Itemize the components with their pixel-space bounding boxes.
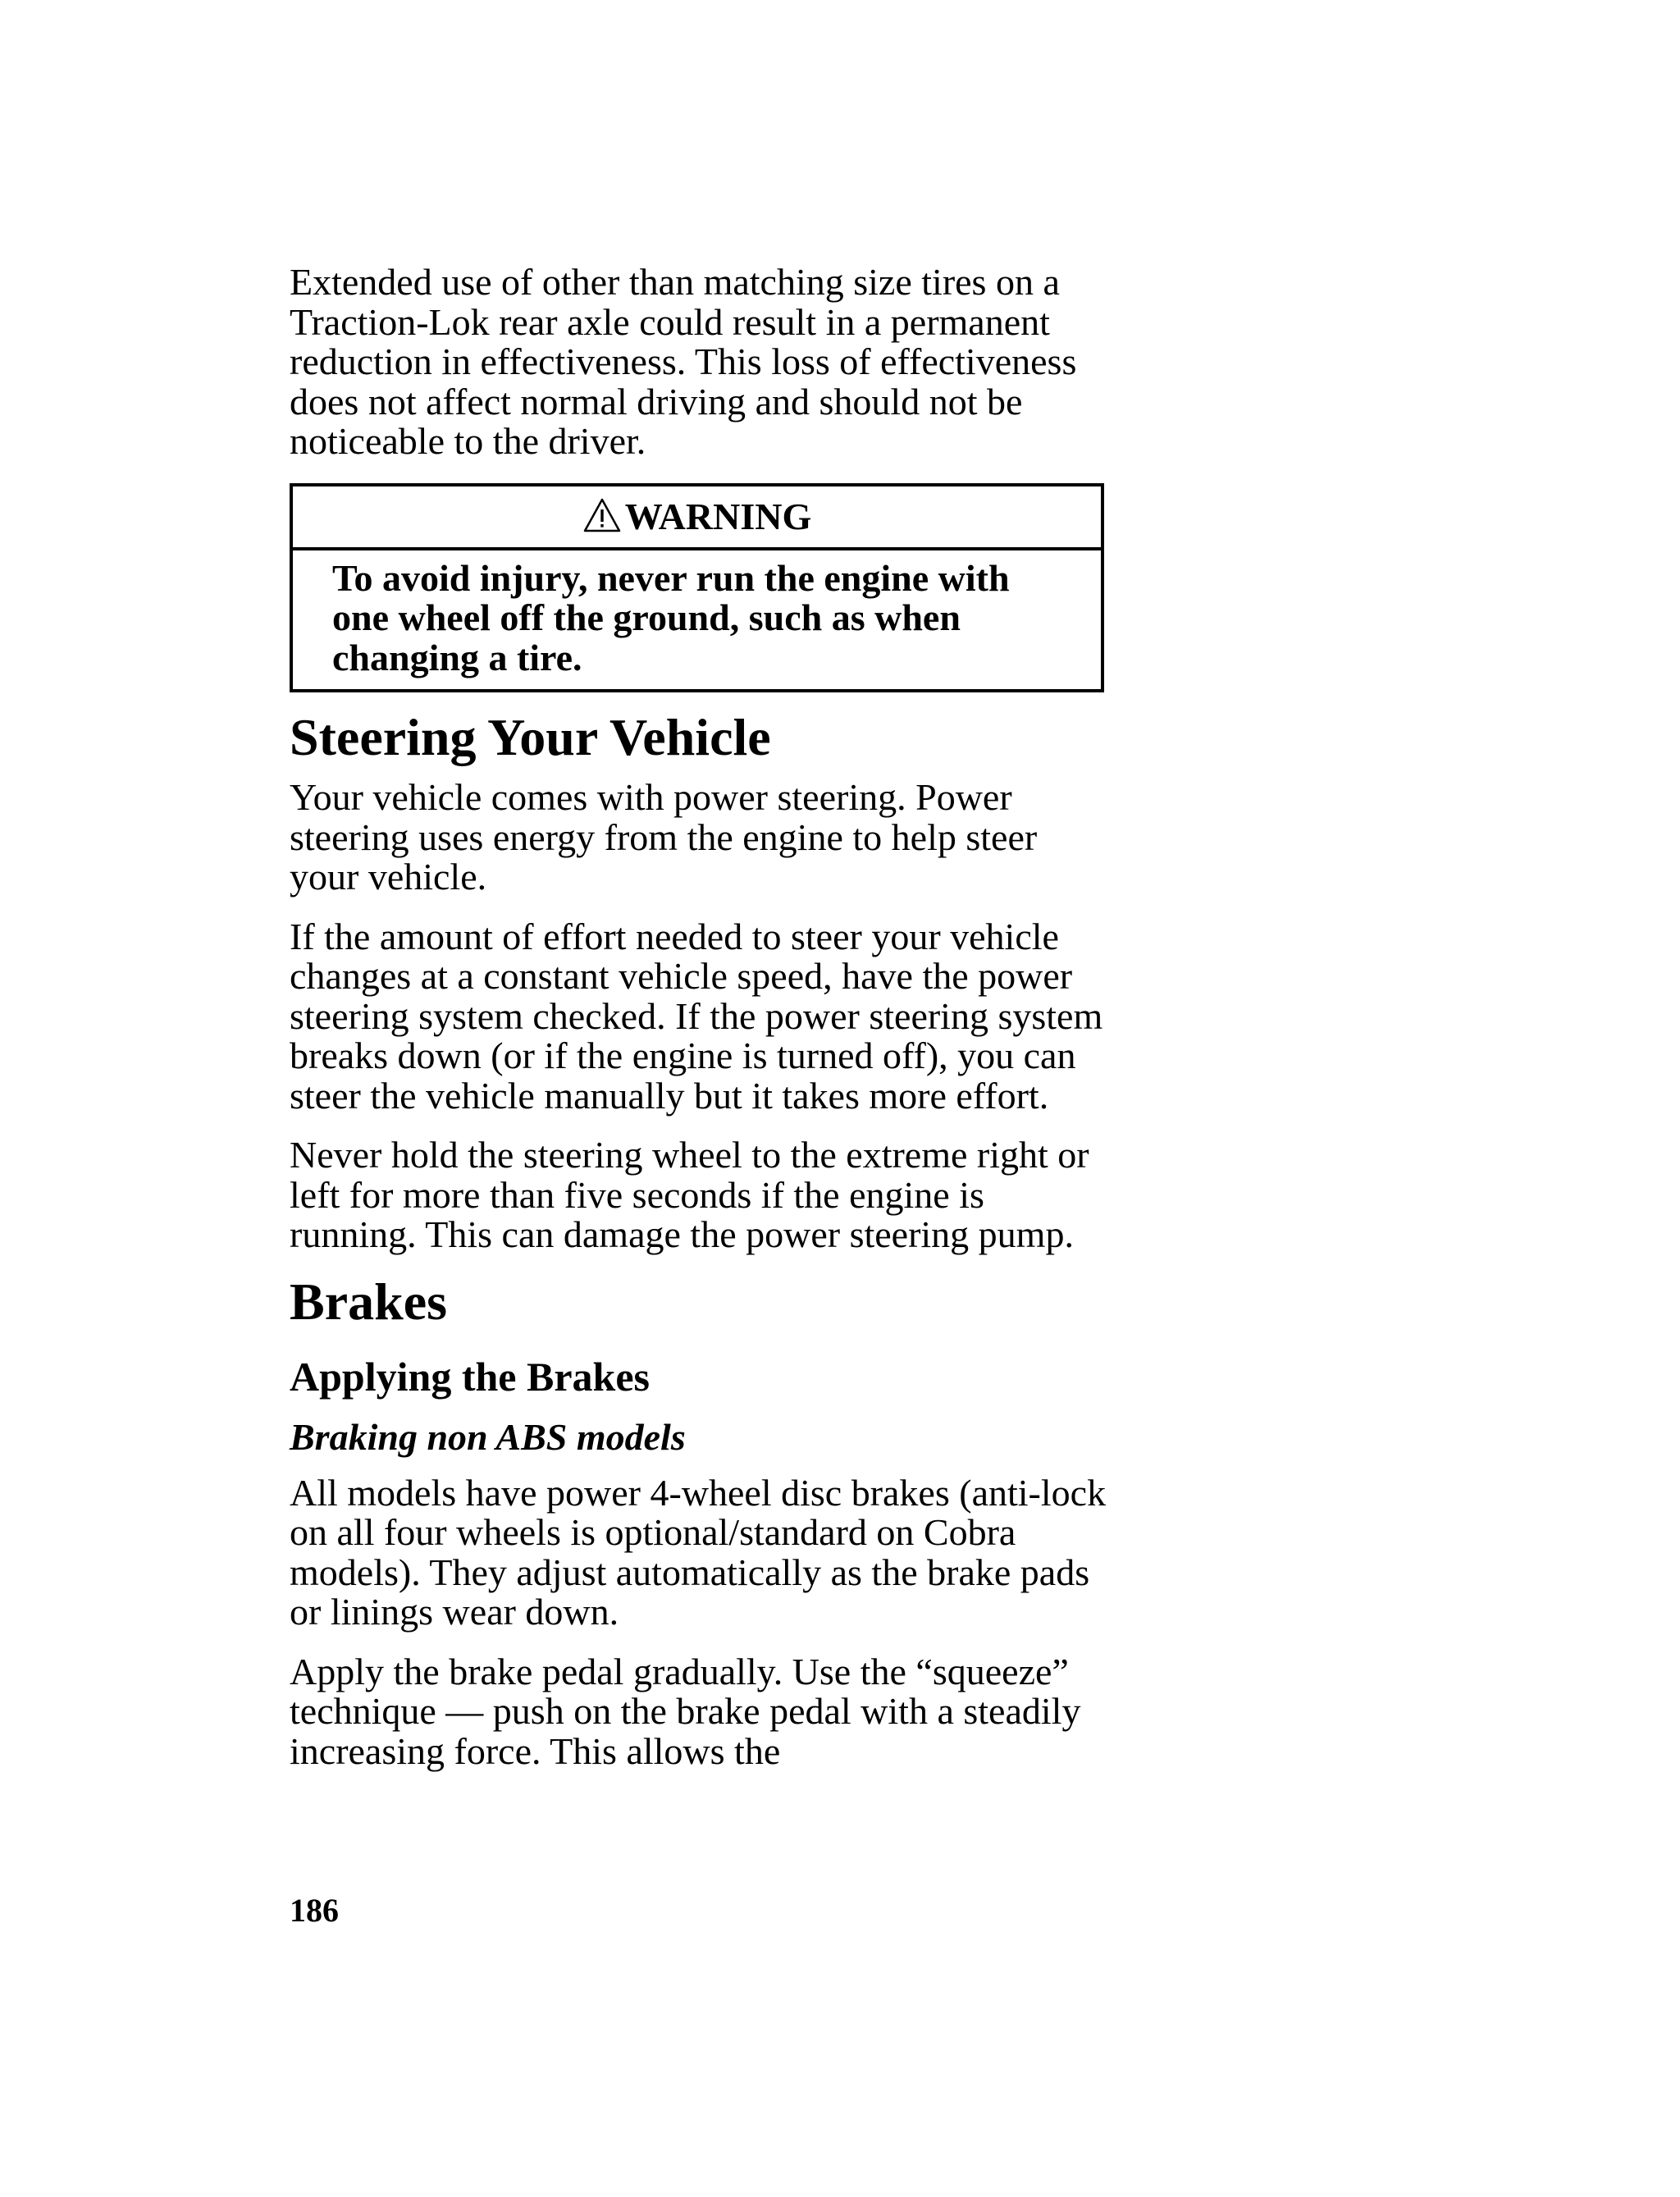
steering-paragraph-3: Never hold the steering wheel to the extreme right or left for more than five seconds if the engine is running. This can damage the power steering pump. bbox=[290, 1134, 1089, 1255]
warning-triangle-icon bbox=[582, 497, 622, 533]
warning-box bbox=[290, 483, 1104, 693]
steering-paragraph-1: Your vehicle comes with power steering. Power steering uses energy from the engine to help steer your vehicle. bbox=[290, 776, 1038, 898]
steering-heading: Steering Your Vehicle bbox=[290, 708, 771, 766]
brakes-paragraph-2: Apply the brake pedal gradually. Use the “squeeze” technique — push on the brake pedal with a steadily increasing force. This allows the bbox=[290, 1650, 1081, 1772]
warning-text: To avoid injury, never run the engine with one wheel off the ground, such as when changing a tire. bbox=[332, 556, 1010, 678]
page-number: 186 bbox=[290, 1892, 339, 1929]
applying-brakes-heading: Applying the Brakes bbox=[290, 1353, 650, 1400]
brakes-paragraph-1: All models have power 4-wheel disc brakes (anti-lock on all four wheels is optional/standard on Cobra models). They adjust automatically as the brake pads or linings wear down. bbox=[290, 1471, 1107, 1633]
steering-paragraph-2: If the amount of effort needed to steer your vehicle changes at a constant vehicle speed, have the power steering system checked. If the power steering system breaks down (or if the engine is turned off), you can steer the vehicle manually but it takes more effort. bbox=[290, 915, 1103, 1117]
manual-page bbox=[290, 263, 1110, 1771]
intro-paragraph: Extended use of other than matching size tires on a Traction-Lok rear axle could result in a permanent reduction in effectiveness. This loss of effectiveness does not affect normal driving and should not be noticeable to the driver. bbox=[290, 261, 1077, 462]
brakes-heading: Brakes bbox=[290, 1272, 447, 1331]
braking-non-abs-heading: Braking non ABS models bbox=[290, 1415, 686, 1458]
warning-header bbox=[293, 486, 1101, 550]
warning-title: WARNING bbox=[624, 496, 812, 537]
